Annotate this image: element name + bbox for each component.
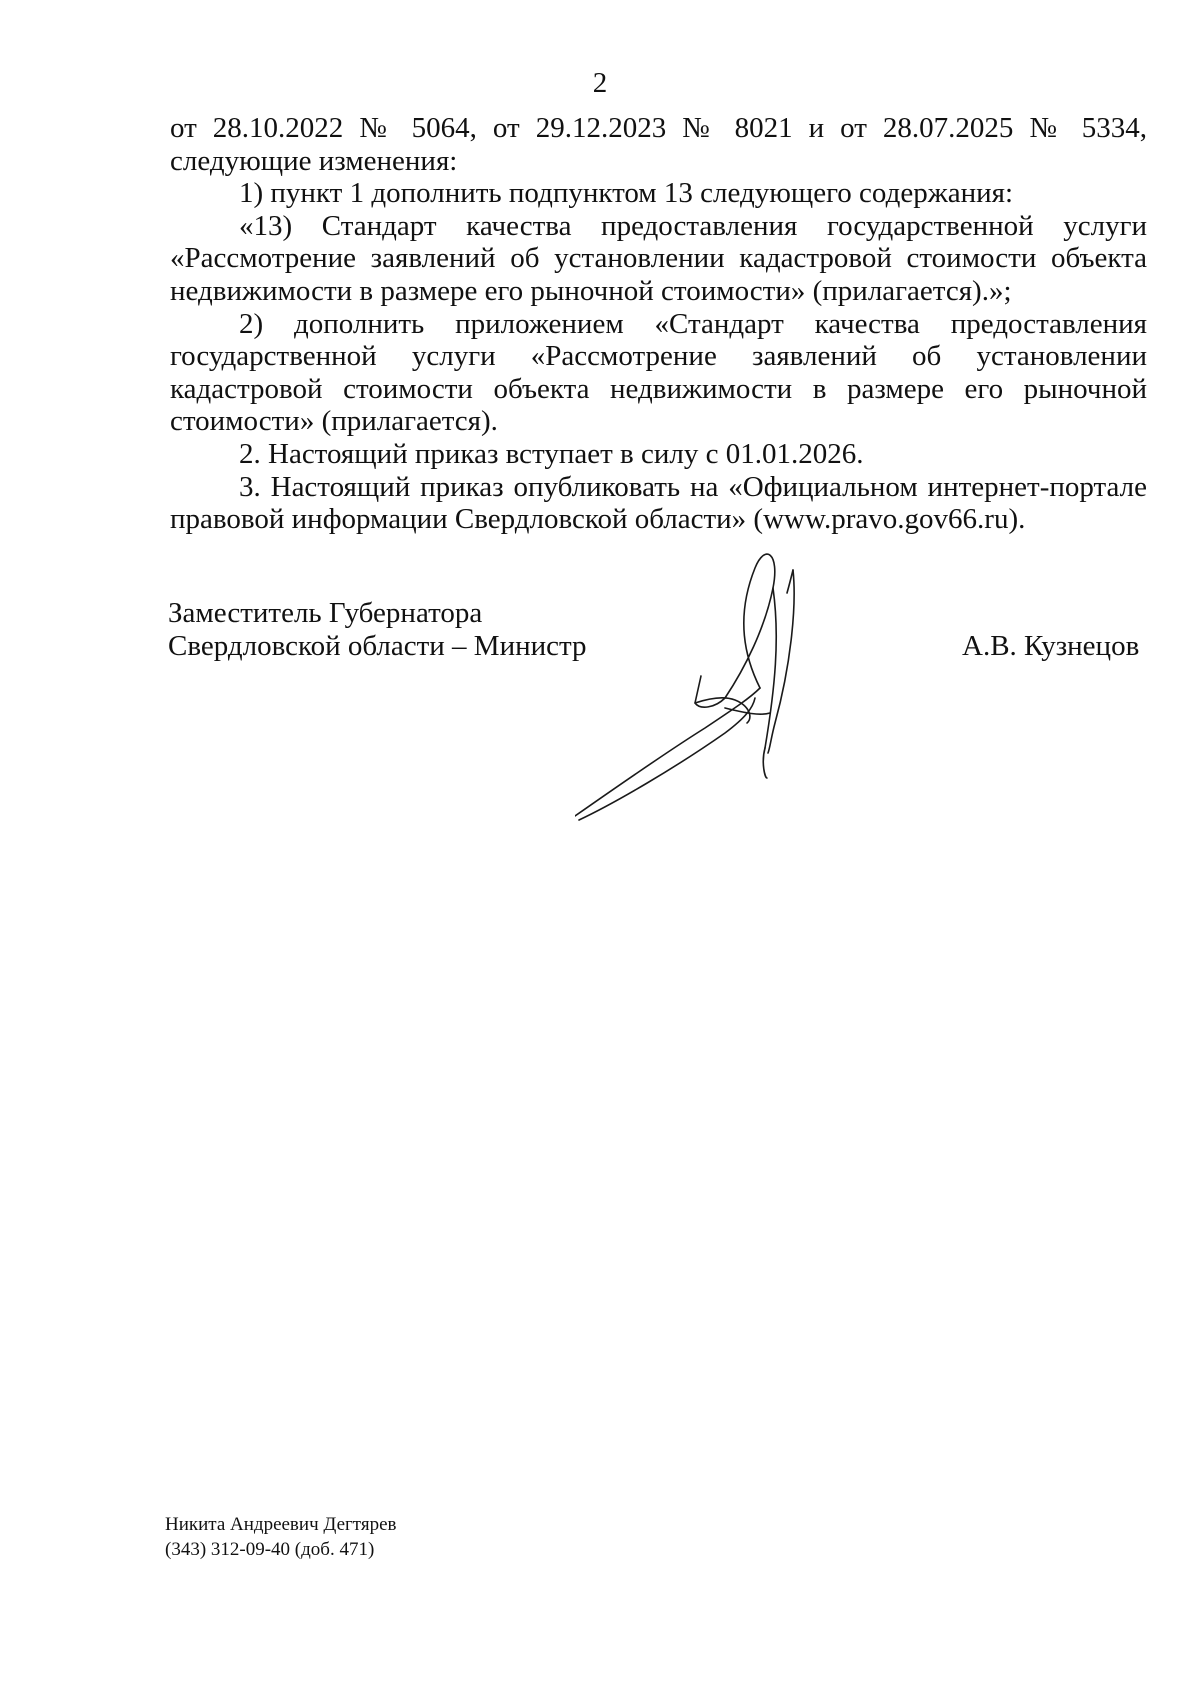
paragraph-subitem-13: «13) Стандарт качества предоставления государственной услуги «Рассмотрение заявлений об установлении кадастровой стоимости объекта недвижимости в размере его рыночной стоимости» (прилагается).»; — [170, 209, 1147, 307]
handwritten-signature — [575, 548, 835, 828]
signatory-position-line-2: Свердловской области – Министр — [168, 630, 587, 662]
paragraph-item-2: 2) дополнить приложением «Стандарт качества предоставления государственной услуги «Рассмотрение заявлений об установлении кадастровой стоимости объекта недвижимости в размере его рыночной стоимости» (прилагается). — [170, 307, 1147, 438]
page-number: 2 — [592, 67, 608, 99]
document-body — [170, 112, 1147, 536]
paragraph-clause-3: 3. Настоящий приказ опубликовать на «Официальном интернет-портале правовой информации Свердловской области» (www.pravo.gov66.ru). — [170, 470, 1147, 536]
executor-contact — [165, 1512, 397, 1562]
signatory-position — [168, 597, 587, 663]
paragraph-clause-2: 2. Настоящий приказ вступает в силу с 01.01.2026. — [239, 437, 864, 470]
executor-name: Никита Андреевич Дегтярев — [165, 1514, 397, 1535]
signatory-position-line-1: Заместитель Губернатора — [168, 597, 483, 629]
executor-phone: (343) 312-09-40 (доб. 471) — [165, 1539, 375, 1560]
paragraph-item-1: 1) пункт 1 дополнить подпунктом 13 следующего содержания: — [239, 177, 1014, 210]
paragraph-continuation: от 28.10.2022 № 5064, от 29.12.2023 № 8021 и от 28.07.2025 № 5334, следующие изменения: — [170, 112, 1147, 177]
signatory-name: А.В. Кузнецов — [962, 630, 1140, 662]
